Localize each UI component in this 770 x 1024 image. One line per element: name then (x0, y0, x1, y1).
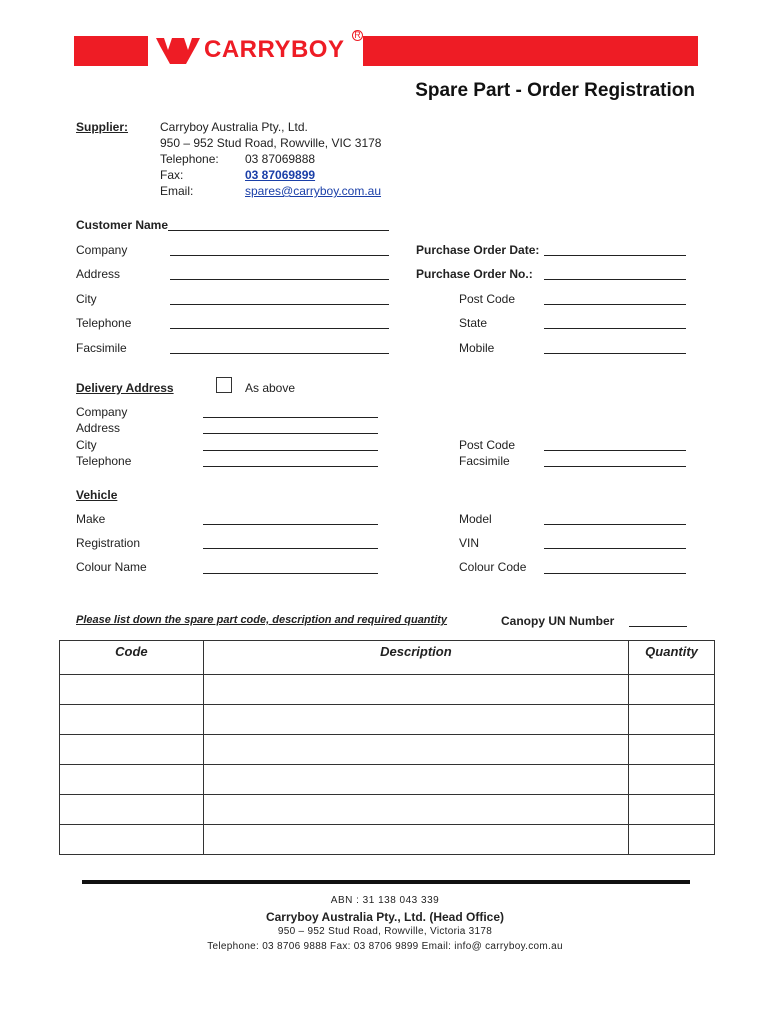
quantity-cell[interactable] (629, 795, 715, 825)
description-cell[interactable] (203, 825, 628, 855)
footer-address: 950 – 952 Stud Road, Rowville, Victoria 3178 (277, 926, 493, 937)
vehicle-make-field[interactable] (203, 524, 378, 525)
customer-state-field[interactable] (544, 328, 686, 329)
footer-divider (82, 880, 690, 884)
delivery-city-field[interactable] (203, 450, 378, 451)
description-cell[interactable] (203, 765, 628, 795)
vehicle-registration-label: Registration (76, 536, 141, 550)
po-date-label: Purchase Order Date: (416, 243, 540, 257)
delivery-company-field[interactable] (203, 417, 378, 418)
code-cell[interactable] (60, 705, 204, 735)
delivery-company-label: Company (76, 405, 128, 419)
customer-mobile-label: Mobile (459, 341, 495, 355)
supplier-telephone-label: Telephone: (160, 152, 219, 166)
customer-facsimile-field[interactable] (170, 353, 389, 354)
canopy-un-field[interactable] (629, 626, 687, 627)
vehicle-vin-label: VIN (459, 536, 480, 550)
vehicle-vin-field[interactable] (544, 548, 686, 549)
supplier-email-label: Email: (160, 184, 194, 198)
customer-state-label: State (459, 316, 488, 330)
customer-postcode-label: Post Code (459, 292, 516, 306)
description-cell[interactable] (203, 705, 628, 735)
customer-name-field[interactable] (168, 230, 389, 231)
footer-company: Carryboy Australia Pty., Ltd. (Head Office) (265, 910, 505, 924)
customer-postcode-field[interactable] (544, 304, 686, 305)
table-row (60, 825, 715, 855)
supplier-fax-label: Fax: (160, 168, 184, 182)
delivery-facsimile-field[interactable] (544, 466, 686, 467)
po-number-label: Purchase Order No.: (416, 267, 533, 281)
column-header-description: Description (203, 641, 628, 675)
delivery-city-label: City (76, 438, 97, 452)
vehicle-model-label: Model (459, 512, 492, 526)
supplier-email-link[interactable]: spares@carryboy.com.au (245, 184, 382, 198)
code-cell[interactable] (60, 795, 204, 825)
canopy-un-label: Canopy UN Number (501, 614, 615, 628)
code-cell[interactable] (60, 735, 204, 765)
quantity-cell[interactable] (629, 675, 715, 705)
customer-address-label: Address (76, 267, 121, 281)
delivery-heading: Delivery Address (76, 381, 174, 395)
po-date-field[interactable] (544, 255, 686, 256)
supplier-telephone: 03 87069888 (245, 152, 316, 166)
delivery-telephone-label: Telephone (76, 454, 132, 468)
table-row (60, 675, 715, 705)
quantity-cell[interactable] (629, 735, 715, 765)
customer-telephone-label: Telephone (76, 316, 132, 330)
as-above-label: As above (245, 381, 296, 395)
vehicle-colour-label: Colour Name (76, 560, 147, 574)
table-row (60, 705, 715, 735)
footer-contact: Telephone: 03 8706 9888 Fax: 03 8706 9899 Email: info@ carryboy.com.au (207, 941, 563, 952)
vehicle-make-label: Make (76, 512, 106, 526)
quantity-cell[interactable] (629, 705, 715, 735)
customer-telephone-field[interactable] (170, 328, 389, 329)
vehicle-colour-field[interactable] (203, 573, 378, 574)
customer-mobile-field[interactable] (544, 353, 686, 354)
registered-mark: R (352, 30, 363, 41)
quantity-cell[interactable] (629, 765, 715, 795)
customer-company-field[interactable] (170, 255, 389, 256)
delivery-address-label: Address (76, 421, 121, 435)
customer-name-label: Customer Name (76, 218, 169, 232)
code-cell[interactable] (60, 675, 204, 705)
code-cell[interactable] (60, 765, 204, 795)
parts-table-header (60, 641, 715, 675)
customer-company-label: Company (76, 243, 128, 257)
description-cell[interactable] (203, 675, 628, 705)
delivery-address-field[interactable] (203, 433, 378, 434)
table-row (60, 765, 715, 795)
customer-facsimile-label: Facsimile (76, 341, 127, 355)
supplier-company: Carryboy Australia Pty., Ltd. (160, 120, 308, 134)
parts-table (59, 640, 715, 855)
vehicle-colour-code-field[interactable] (544, 573, 686, 574)
delivery-facsimile-label: Facsimile (459, 454, 510, 468)
parts-instruction: Please list down the spare part code, description and required quantity (76, 614, 448, 626)
brand-logo-text: CARRYBOY (204, 36, 345, 63)
column-header-code: Code (60, 641, 204, 675)
supplier-address: 950 – 952 Stud Road, Rowville, VIC 3178 (160, 136, 382, 150)
customer-city-field[interactable] (170, 304, 389, 305)
description-cell[interactable] (203, 735, 628, 765)
po-number-field[interactable] (544, 279, 686, 280)
carryboy-logo-icon (156, 36, 200, 66)
page-title: Spare Part - Order Registration (415, 80, 695, 101)
description-cell[interactable] (203, 795, 628, 825)
vehicle-registration-field[interactable] (203, 548, 378, 549)
quantity-cell[interactable] (629, 825, 715, 855)
supplier-label: Supplier: (76, 120, 129, 134)
vehicle-model-field[interactable] (544, 524, 686, 525)
delivery-postcode-field[interactable] (544, 450, 686, 451)
table-row (60, 795, 715, 825)
as-above-checkbox[interactable] (216, 377, 232, 393)
table-row (60, 735, 715, 765)
code-cell[interactable] (60, 825, 204, 855)
vehicle-colour-code-label: Colour Code (459, 560, 527, 574)
customer-city-label: City (76, 292, 97, 306)
column-header-quantity: Quantity (629, 641, 715, 675)
footer-abn: ABN : 31 138 043 339 (330, 895, 440, 906)
vehicle-heading: Vehicle (76, 488, 118, 502)
supplier-fax-link[interactable]: 03 87069899 (245, 168, 316, 182)
delivery-telephone-field[interactable] (203, 466, 378, 467)
delivery-postcode-label: Post Code (459, 438, 516, 452)
customer-address-field[interactable] (170, 279, 389, 280)
